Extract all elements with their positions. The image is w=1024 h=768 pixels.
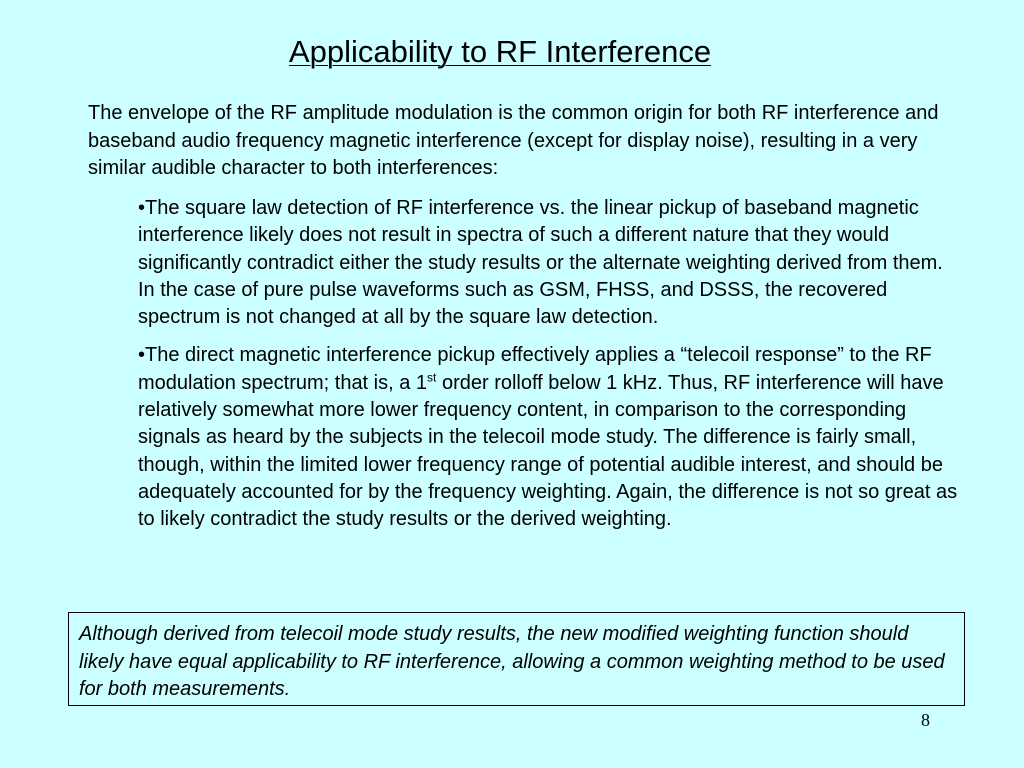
bullet-square-law-text: •The square law detection of RF interference vs. the linear pickup of baseband magnetic interference likely does not result in spectra of such a different nature that they would significantly contradict either the study results or the alternate weighting derived from them. In the case of pure pulse waveforms such as GSM, FHSS, and DSSS, the recovered spectrum is not changed at all by the square law detection. xyxy=(138,197,943,329)
slide-title: Applicability to RF Interference xyxy=(288,34,712,69)
bullet-list xyxy=(138,195,958,545)
bullet-telecoil-text-end: order rolloff below 1 kHz. Thus, RF interference will have relatively somewhat more lower frequency content, in comparison to the corresponding signals as heard by the subjects in the telecoil mode study. The difference is fairly small, though, within the limited lower frequency range of potential audible interest, and should be adequately accounted for by the frequency weighting. Again, the difference is not so great as to likely contradict the study results or the derived weighting. xyxy=(138,371,958,531)
ordinal-superscript: st xyxy=(427,370,437,385)
page-number: 8 xyxy=(921,710,930,730)
bullet-telecoil-text-start: •The direct magnetic interference pickup effectively applies a “telecoil response” to the RF modulation spectrum; that is, a 1 xyxy=(138,344,932,394)
intro-paragraph: The envelope of the RF amplitude modulation is the common origin for both RF interference and baseband audio frequency magnetic interference (except for display noise), resulting in a very similar audible character to both interferences: xyxy=(88,102,939,179)
bullet-square-law xyxy=(138,195,958,331)
conclusion-callout-box: Although derived from telecoil mode study results, the new modified weighting function should likely have equal applicability to RF interference, allowing a common weighting method to be used for both measurements. xyxy=(68,612,965,706)
bullet-telecoil-response xyxy=(138,342,958,533)
